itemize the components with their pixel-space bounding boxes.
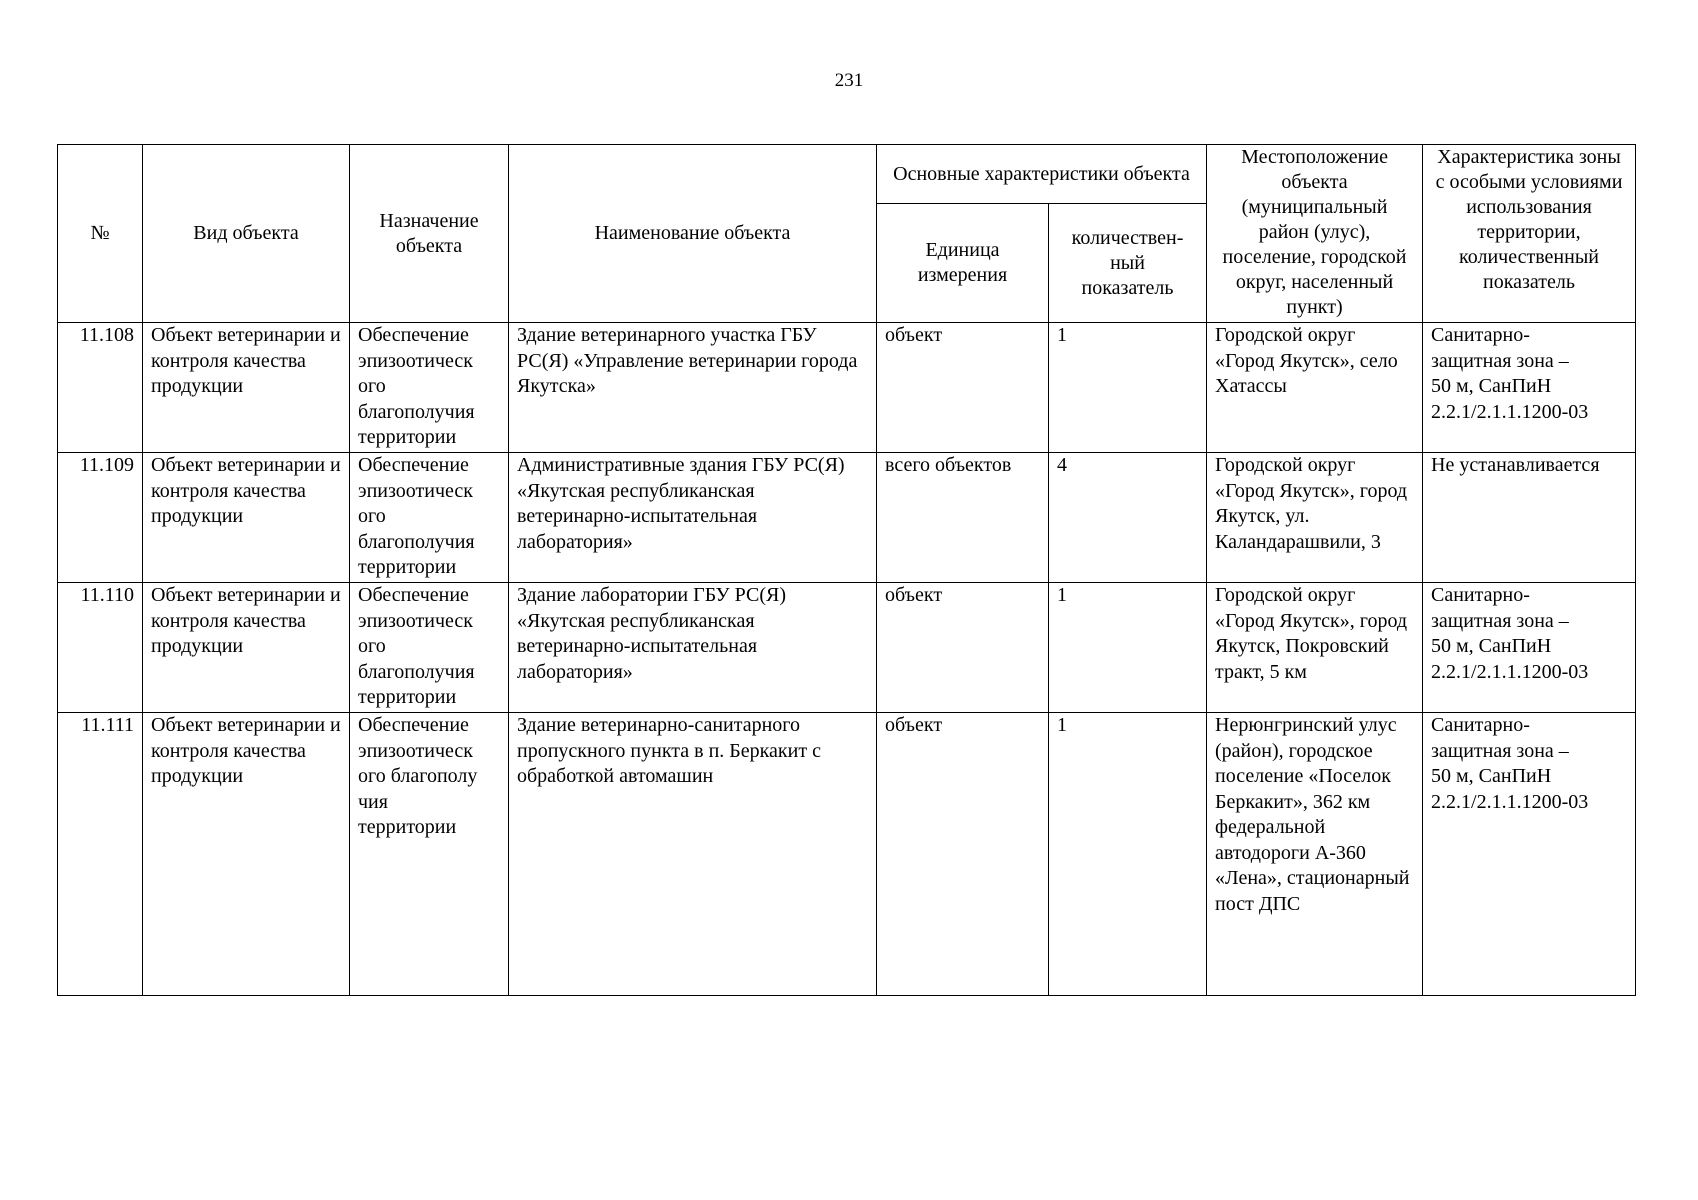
table-row (58, 453, 1636, 583)
object-zone: Не устанавливается (1423, 453, 1636, 583)
object-unit: объект (877, 713, 1049, 996)
header-zone: Характеристика зоны с особыми условиями использования территории, количественный показатель (1423, 145, 1636, 323)
table-row (58, 583, 1636, 713)
object-location: Городской округ «Город Якутск», город Якутск, ул. Каландарашвили, 3 (1207, 453, 1423, 583)
header-unit: Единица измерения (877, 204, 1049, 323)
object-name: Здание ветеринарного участка ГБУ РС(Я) «Управление ветеринарии города Якутска» (509, 323, 877, 453)
header-quantity: количествен- ный показатель (1049, 204, 1207, 323)
object-unit: всего объектов (877, 453, 1049, 583)
object-type: Объект ветеринарии и контроля качества продукции (143, 713, 350, 996)
object-quantity: 1 (1049, 323, 1207, 453)
object-zone: Санитарно- защитная зона – 50 м, СанПиН 2.2.1/2.1.1.1200-03 (1423, 583, 1636, 713)
object-location: Нерюнгринский улус (район), городское поселение «Поселок Беркакит», 362 км федеральной автодороги А-360 «Лена», стационарный пост ДПС (1207, 713, 1423, 996)
header-num: № (58, 145, 143, 323)
header-location: Местоположение объекта (муниципальный район (улус), поселение, городской округ, населенный пункт) (1207, 145, 1423, 323)
object-unit: объект (877, 583, 1049, 713)
header-main-characteristics: Основные характеристики объекта (877, 145, 1207, 204)
row-number: 11.110 (58, 583, 143, 713)
header-type: Вид объекта (143, 145, 350, 323)
object-name: Административные здания ГБУ РС(Я) «Якутская республиканская ветеринарно-испытательная лаборатория» (509, 453, 877, 583)
object-name: Здание ветеринарно-санитарного пропускного пункта в п. Беркакит с обработкой автомашин (509, 713, 877, 996)
object-quantity: 1 (1049, 583, 1207, 713)
object-purpose: Обеспечение эпизоотическ ого благополу чия территории (350, 713, 509, 996)
header-purpose: Назначение объекта (350, 145, 509, 323)
objects-table (57, 144, 1636, 996)
table-row (58, 713, 1636, 996)
object-purpose: Обеспечение эпизоотическ ого благополучия территории (350, 453, 509, 583)
row-number: 11.108 (58, 323, 143, 453)
object-type: Объект ветеринарии и контроля качества продукции (143, 453, 350, 583)
object-quantity: 4 (1049, 453, 1207, 583)
header-name: Наименование объекта (509, 145, 877, 323)
object-location: Городской округ «Город Якутск», село Хатассы (1207, 323, 1423, 453)
object-type: Объект ветеринарии и контроля качества продукции (143, 583, 350, 713)
object-zone: Санитарно- защитная зона – 50 м, СанПиН 2.2.1/2.1.1.1200-03 (1423, 323, 1636, 453)
object-purpose: Обеспечение эпизоотическ ого благополучия территории (350, 323, 509, 453)
object-quantity: 1 (1049, 713, 1207, 996)
row-number: 11.111 (58, 713, 143, 996)
table-header-row (58, 145, 1636, 204)
object-purpose: Обеспечение эпизоотическ ого благополучия территории (350, 583, 509, 713)
row-number: 11.109 (58, 453, 143, 583)
table-row (58, 323, 1636, 453)
object-unit: объект (877, 323, 1049, 453)
page-number: 231 (834, 70, 864, 91)
object-location: Городской округ «Город Якутск», город Якутск, Покровский тракт, 5 км (1207, 583, 1423, 713)
object-zone: Санитарно- защитная зона – 50 м, СанПиН 2.2.1/2.1.1.1200-03 (1423, 713, 1636, 996)
object-name: Здание лаборатории ГБУ РС(Я) «Якутская республиканская ветеринарно-испытательная лаборатория» (509, 583, 877, 713)
object-type: Объект ветеринарии и контроля качества продукции (143, 323, 350, 453)
